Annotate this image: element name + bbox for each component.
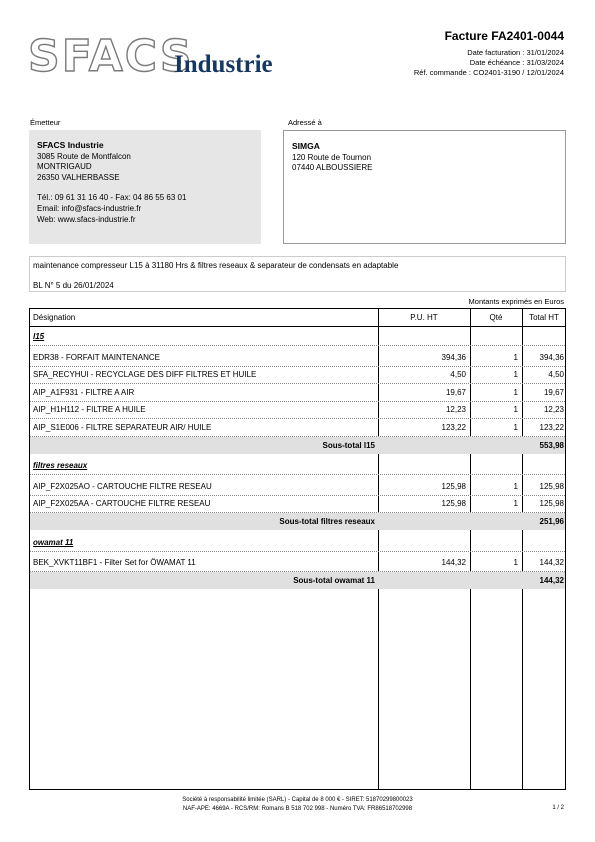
subtotal-value: 144,32 — [539, 575, 564, 585]
header-quantity: Qté — [489, 313, 503, 322]
line-total: 125,98 — [539, 499, 564, 509]
line-designation: AIP_S1E006 - FILTRE SEPARATEUR AIR/ HUILE — [33, 423, 212, 432]
table-row — [30, 554, 565, 572]
emitter-web: Web: www.sfacs-industrie.fr — [37, 214, 136, 224]
emitter-address-3: 26350 VALHERBASSE — [37, 172, 120, 182]
line-designation: AIP_F2X025AO - CARTOUCHE FILTRE RESEAU — [33, 481, 212, 491]
logo-sub-text: Industrie — [174, 51, 273, 78]
table-header — [30, 309, 565, 327]
invoice-date: Date facturation : 31/01/2024 — [467, 48, 564, 57]
table-row — [30, 384, 565, 402]
line-quantity: 1 — [513, 352, 518, 362]
emitter-box — [29, 130, 261, 244]
section-title: owamat 11 — [33, 537, 74, 547]
header-total: Total HT — [529, 313, 559, 322]
line-total: 394,36 — [539, 352, 564, 362]
line-total: 4,50 — [548, 370, 564, 380]
header-designation: Désignation — [33, 313, 76, 322]
line-total: 19,67 — [543, 387, 564, 397]
subtotal-row — [30, 437, 565, 454]
section-title-row — [30, 534, 565, 552]
line-quantity: 1 — [513, 405, 518, 415]
line-designation: SFA_RECYHUI - RECYCLAGE DES DIFF FILTRES ET HUILE — [33, 370, 257, 380]
line-unit-price: 19,67 — [445, 387, 466, 397]
recipient-label: Adressé à — [288, 118, 322, 127]
subtotal-row — [30, 572, 565, 589]
section-title: filtres reseaux — [33, 461, 88, 471]
line-total: 144,32 — [539, 558, 564, 568]
header-unit-price: P.U. HT — [410, 313, 438, 322]
line-quantity: 1 — [513, 558, 518, 568]
recipient-address-1: 120 Route de Tournon — [292, 152, 372, 162]
section-title-row — [30, 328, 565, 346]
line-unit-price: 4,50 — [450, 370, 466, 380]
invoice-object-box — [29, 256, 566, 292]
subtotal-value: 251,96 — [539, 517, 564, 526]
line-unit-price: 125,98 — [441, 499, 466, 509]
line-unit-price: 123,22 — [441, 423, 466, 432]
logo-main-text: SFACS — [28, 31, 194, 82]
subtotal-row — [30, 513, 565, 530]
line-total: 12,23 — [543, 405, 564, 415]
table-row — [30, 478, 565, 496]
recipient-box — [283, 130, 566, 244]
line-designation: AIP_F2X025AA - CARTOUCHE FILTRE RESEAU — [33, 499, 211, 509]
delivery-note: BL N° 5 du 26/01/2024 — [33, 281, 114, 290]
emitter-address-2: MONTRIGAUD — [37, 162, 92, 172]
emitter-phone: Tél.: 09 61 31 16 40 - Fax: 04 86 55 63 01 — [37, 193, 187, 203]
subtotal-label: Sous-total owamat 11 — [293, 575, 375, 585]
line-unit-price: 144,32 — [441, 558, 466, 568]
emitter-email: Email: info@sfacs-industrie.fr — [37, 203, 142, 213]
line-designation: AIP_H1H112 - FILTRE A HUILE — [33, 405, 146, 415]
emitter-name: SFACS Industrie — [37, 140, 104, 150]
subtotal-label: Sous-total l15 — [322, 440, 375, 450]
company-logo — [28, 31, 288, 82]
section-title: l15 — [33, 332, 45, 341]
invoice-due-date: Date échéance : 31/03/2024 — [469, 58, 564, 67]
currency-note: Montants exprimés en Euros — [468, 297, 564, 306]
subtotal-value: 553,98 — [539, 440, 564, 450]
line-designation: AIP_A1F931 - FILTRE A AIR — [33, 387, 135, 397]
line-designation: BEK_XVKT11BF1 - Filter Set for ÖWAMAT 11 — [33, 558, 196, 568]
line-total: 123,22 — [539, 423, 564, 432]
line-unit-price: 125,98 — [441, 481, 466, 491]
subtotal-label: Sous-total filtres reseaux — [279, 517, 375, 526]
table-row — [30, 419, 565, 437]
legal-footer — [0, 796, 595, 814]
line-quantity: 1 — [513, 370, 518, 380]
page-number: 1 / 2 — [552, 805, 564, 811]
line-total: 125,98 — [539, 481, 564, 491]
recipient-address-2: 07440 ALBOUSSIERE — [292, 163, 373, 173]
emitter-address-1: 3085 Route de Montfalcon — [37, 151, 131, 161]
table-row — [30, 401, 565, 419]
line-quantity: 1 — [513, 387, 518, 397]
emitter-label: Émetteur — [30, 118, 61, 127]
object-description: maintenance compresseur L15 à 31180 Hrs & filtres reseaux & separateur de condensats en adaptable — [33, 261, 399, 270]
section-title-row — [30, 457, 565, 475]
line-unit-price: 394,36 — [441, 352, 466, 362]
invoice-table — [29, 308, 566, 790]
line-unit-price: 12,23 — [445, 405, 466, 415]
table-row — [30, 366, 565, 384]
invoice-meta — [414, 48, 564, 78]
invoice-title: Facture FA2401-0044 — [444, 29, 564, 43]
table-row — [30, 349, 565, 367]
line-quantity: 1 — [513, 481, 518, 491]
line-designation: EDR38 - FORFAIT MAINTENANCE — [33, 352, 160, 362]
line-quantity: 1 — [513, 499, 518, 509]
table-row — [30, 495, 565, 513]
footer-line-2: NAF-APE: 4669A - RCS/RM: Romans B 518 702 998 - Numéro TVA: FR86518702998 — [182, 806, 413, 812]
line-quantity: 1 — [513, 423, 518, 432]
order-reference: Réf. commande : CO2401-3190 / 12/01/2024 — [413, 68, 564, 77]
footer-line-1: Société à responsabilité limitée (SARL) - Capital de 8 000 € - SIRET: 51870299800023 — [182, 797, 413, 803]
recipient-name: SIMGA — [292, 141, 320, 151]
